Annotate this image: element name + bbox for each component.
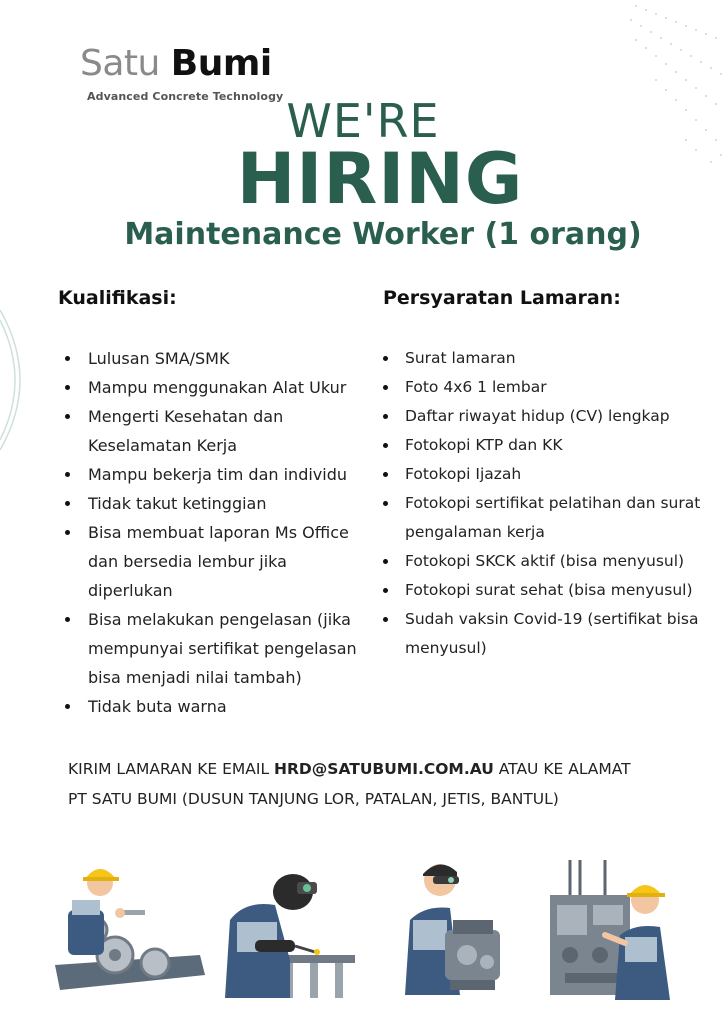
list-item: Tidak takut ketinggian xyxy=(58,489,368,518)
logo-brand-part1: Satu xyxy=(80,43,160,84)
arc-decoration xyxy=(0,300,40,460)
list-item: Mengerti Kesehatan dan Keselamatan Kerja xyxy=(58,402,368,460)
contact-email-link[interactable]: HRD@SATUBUMI.COM.AU xyxy=(274,760,494,778)
requirements-list xyxy=(383,344,723,663)
headline-line2: HIRING xyxy=(236,138,524,220)
worker-control-panel-icon xyxy=(545,855,695,1000)
list-item: Sudah vaksin Covid-19 (sertifikat bisa menyusul) xyxy=(383,605,723,663)
list-item: Fotokopi KTP dan KK xyxy=(383,431,723,460)
list-item: Daftar riwayat hidup (CV) lengkap xyxy=(383,402,723,431)
contact-instructions xyxy=(68,754,688,814)
contact-prefix: KIRIM LAMARAN KE EMAIL xyxy=(68,760,275,778)
logo-brand-part2: Bumi xyxy=(170,43,272,84)
worker-measuring-gears-icon xyxy=(50,855,210,1000)
list-item: Bisa membuat laporan Ms Office dan bersedia lembur jika diperlukan xyxy=(58,518,368,605)
job-position-title: Maintenance Worker (1 orang) xyxy=(124,217,642,252)
list-item: Surat lamaran xyxy=(383,344,723,373)
worker-welding-icon xyxy=(215,860,360,1000)
logo-tagline: Advanced Concrete Technology xyxy=(87,90,284,103)
worker-repairing-engine-icon xyxy=(395,850,515,1000)
contact-address: PT SATU BUMI (DUSUN TANJUNG LOR, PATALAN, JETIS, BANTUL) xyxy=(68,790,559,808)
qualifications-list xyxy=(58,344,368,721)
list-item: Foto 4x6 1 lembar xyxy=(383,373,723,402)
requirements-section xyxy=(383,284,723,663)
requirements-heading: Persyaratan Lamaran: xyxy=(383,287,621,309)
list-item: Tidak buta warna xyxy=(58,692,368,721)
contact-suffix: ATAU KE ALAMAT xyxy=(493,760,631,778)
logo-wordmark xyxy=(80,44,283,84)
list-item: Bisa melakukan pengelasan (jika mempunyai sertifikat pengelasan bisa menjadi nilai tambah) xyxy=(58,605,368,692)
list-item: Lulusan SMA/SMK xyxy=(58,344,368,373)
list-item: Fotokopi surat sehat (bisa menyusul) xyxy=(383,576,723,605)
list-item: Fotokopi sertifikat pelatihan dan surat pengalaman kerja xyxy=(383,489,723,547)
list-item: Mampu menggunakan Alat Ukur xyxy=(58,373,368,402)
headline-line1: WE'RE xyxy=(286,94,440,148)
list-item: Fotokopi Ijazah xyxy=(383,460,723,489)
list-item: Fotokopi SKCK aktif (bisa menyusul) xyxy=(383,547,723,576)
qualifications-heading: Kualifikasi: xyxy=(58,287,177,309)
list-item: Mampu bekerja tim dan individu xyxy=(58,460,368,489)
qualifications-section xyxy=(58,284,368,721)
